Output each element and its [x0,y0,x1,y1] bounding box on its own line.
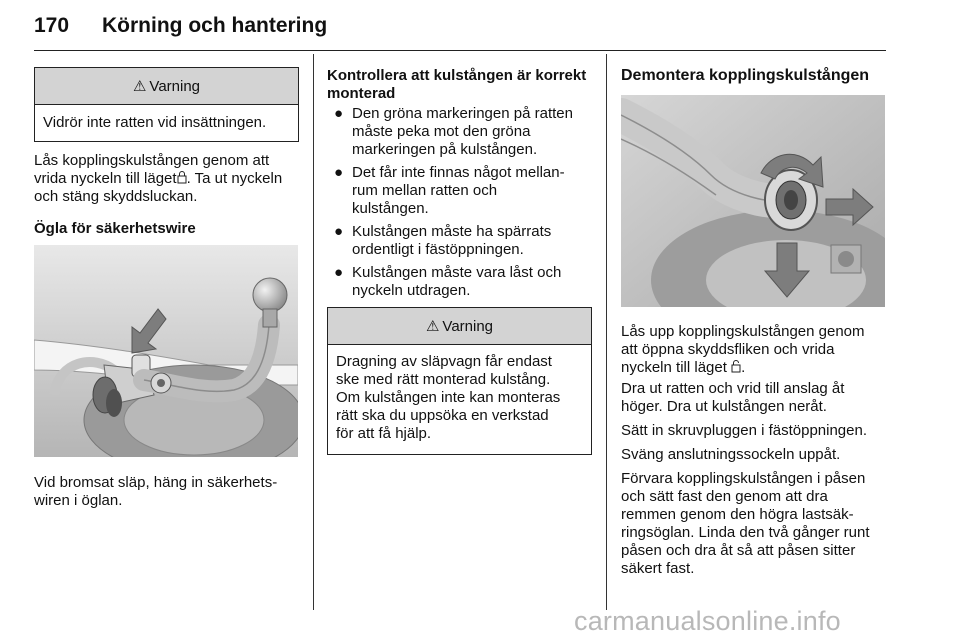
warning-triangle-icon: ⚠ [132,78,147,95]
column-divider-left [313,54,314,610]
plug-instruction: Sätt in skruvpluggen i fästöppningen. [621,422,867,439]
lock-open-icon [731,359,741,373]
page-header [34,0,886,51]
page-number: 170 [34,14,70,37]
warning-title: Varning [149,77,201,95]
towbar-safety-loop-illustration [34,245,298,457]
list-item: ● Det får inte finnas något mellan- rum mellan ratten och kulstången. [334,164,565,217]
list-item: ● Den gröna markeringen på ratten måste peka mot den gröna markeringen på kulstången. [334,105,573,158]
towbar-removal-illustration [621,95,885,307]
unlock-instruction: Lås upp kopplingskulstången genom att öppna skyddsfliken och vrida nyckeln till läget . [621,323,865,376]
warning-header [328,308,591,345]
lock-closed-icon [177,170,187,184]
check-mounted-heading: Kontrollera att kulstången är korrekt monterad [327,67,587,102]
warning-box-left [34,67,299,142]
remove-towbar-heading: Demontera kopplingskulstången [621,67,870,84]
watermark: carmanualsonline.info [574,606,841,636]
warning-header [35,68,298,105]
warning-box-middle [327,307,592,455]
warning-text: Dragning av släpvagn får endast ske med rätt monterad kulstång. Om kulstången inte kan monteras rätt ska du uppsöka en verkstad för att få hjälp. [336,353,561,442]
lock-instruction: Lås kopplingskulstången genom att vrida nyckeln till läget . Ta ut nyckeln och stäng skyddsluckan. [34,152,283,205]
safety-wire-heading: Ögla för säkerhetswire [34,220,196,237]
checklist [327,105,602,305]
warning-title: Varning [442,317,494,335]
list-item: ● Kulstången måste ha spärrats ordentligt i fästöppningen. [334,223,552,258]
section-title: Körning och hantering [102,14,328,37]
list-item: ● Kulstången måste vara låst och nyckeln utdragen. [334,264,562,299]
storage-instruction: Förvara kopplingskulstången i påsen och sätt fast den genom att dra remmen genom den högra lastsäk- ringsöglan. Linda den två gånger runt påsen och dra åt så att påsen sitter säkert fast. [621,470,870,577]
warning-text: Vidrör inte ratten vid insättningen. [43,114,267,131]
column-divider-right [606,54,607,610]
pull-out-instruction: Dra ut ratten och vrid till anslag åt höger. Dra ut kulstången neråt. [621,380,845,415]
safety-wire-instruction: Vid bromsat släp, häng in säkerhets- wiren i öglan. [34,474,278,509]
warning-triangle-icon: ⚠ [425,318,440,335]
socket-instruction: Sväng anslutningssockeln uppåt. [621,446,841,463]
